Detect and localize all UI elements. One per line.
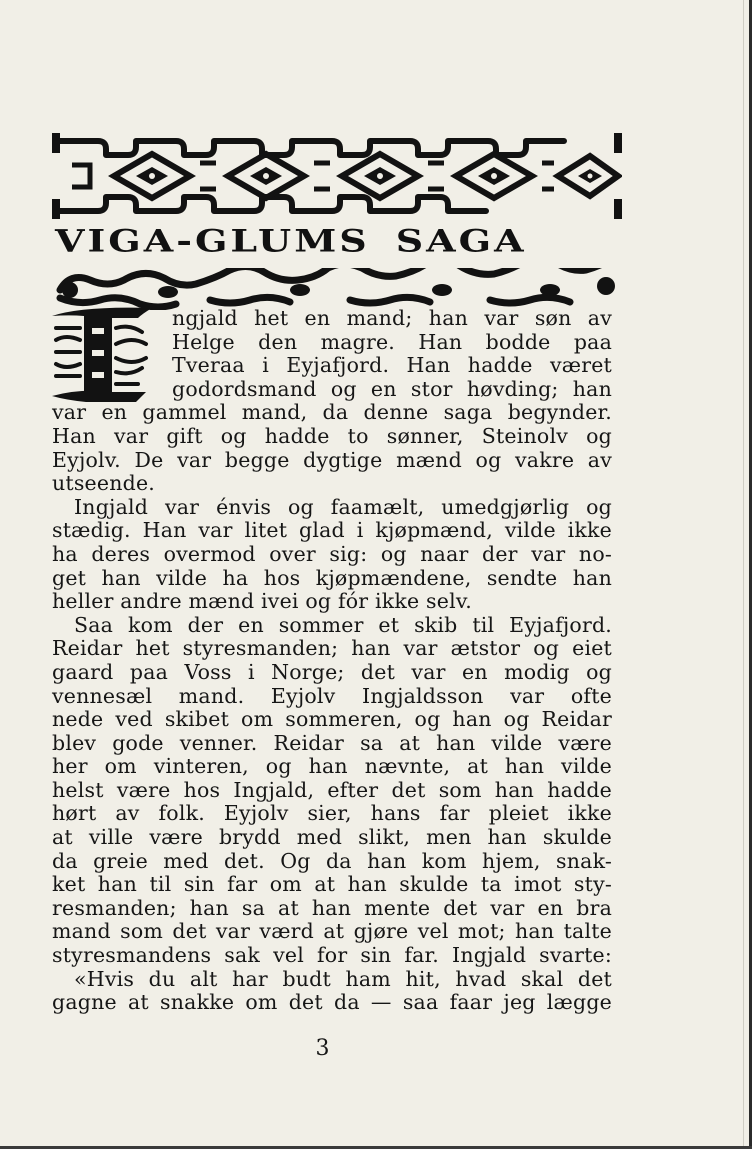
text-line: Tveraa i Eyjafjord. Han hadde været [172, 353, 612, 378]
page-number: 3 [315, 1036, 330, 1061]
ornamental-wave-band [50, 268, 626, 310]
text-line: Saa kom der en sommer et skib til Eyjafjord. [74, 612, 612, 637]
dropcap-letter: I [48, 306, 49, 307]
text-line: Reidar het styresmanden; han var ætstor og eiet [52, 636, 612, 661]
text-line: ket han til sin far om at han skulde ta imot sty- [52, 872, 612, 897]
text-line: nede ved skibet om sommeren, og han og Reidar [52, 707, 612, 732]
text-line: Eyjolv. De var begge dygtige mænd og vakre av [52, 447, 612, 472]
text-line: hørt av folk. Eyjolv sier, hans far pleiet ikke [52, 801, 612, 826]
text-line: var en gammel mand, da denne saga begynder. [52, 400, 612, 425]
title-part-saga: SAGA [395, 222, 527, 259]
ornamental-header-band [52, 125, 622, 227]
text-line: utseende. [52, 471, 155, 496]
text-line: da greie med det. Og da han kom hjem, snak- [52, 848, 612, 873]
text-line: blev gode venner. Reidar sa at han vilde være [52, 730, 612, 755]
text-line: gaard paa Voss i Norge; det var en modig og [52, 659, 612, 684]
text-line: heller andre mænd ivei og fór ikke selv. [52, 589, 472, 614]
saga-title [55, 222, 625, 268]
page-edge-line [743, 0, 744, 1149]
text-line: gagne at snakke om det da — saa faar jeg lægge [52, 990, 612, 1015]
text-line: mand som det var værd at gjøre vel mot; han talte [52, 919, 612, 944]
text-line: «Hvis du alt har budt ham hit, hvad skal det [74, 966, 612, 991]
title-part-viga-glums: VIGA-GLUMS [55, 222, 370, 259]
text-line: resmanden; han sa at han mente det var en bra [52, 895, 612, 920]
text-line: get han vilde ha hos kjøpmændene, sendte han [52, 565, 612, 590]
text-line: vennesæl mand. Eyjolv Ingjaldsson var ofte [52, 683, 612, 708]
text-line: her om vinteren, og han nævnte, at han vilde [52, 754, 612, 779]
text-line: ha deres overmod over sig: og naar der var no- [52, 541, 612, 566]
text-line: Han var gift og hadde to sønner, Steinolv og [52, 423, 612, 448]
saga-body-text [52, 307, 612, 1015]
text-line: styresmandens sak vel for sin far. Ingjald svarte: [52, 943, 612, 968]
text-line: Helge den magre. Han bodde paa [172, 329, 612, 354]
text-line: ngjald het en mand; han var søn av [172, 306, 612, 330]
text-line: godordsmand og en stor høvding; han [172, 376, 612, 401]
text-line: at ville være brydd med slikt, men han skulde [52, 825, 612, 850]
text-line: stædig. Han var litet glad i kjøpmænd, vilde ikke [52, 518, 612, 543]
text-line: Ingjald var énvis og faamælt, umedgjørlig og [74, 494, 612, 519]
text-line: helst være hos Ingjald, efter det som han hadde [52, 777, 612, 802]
